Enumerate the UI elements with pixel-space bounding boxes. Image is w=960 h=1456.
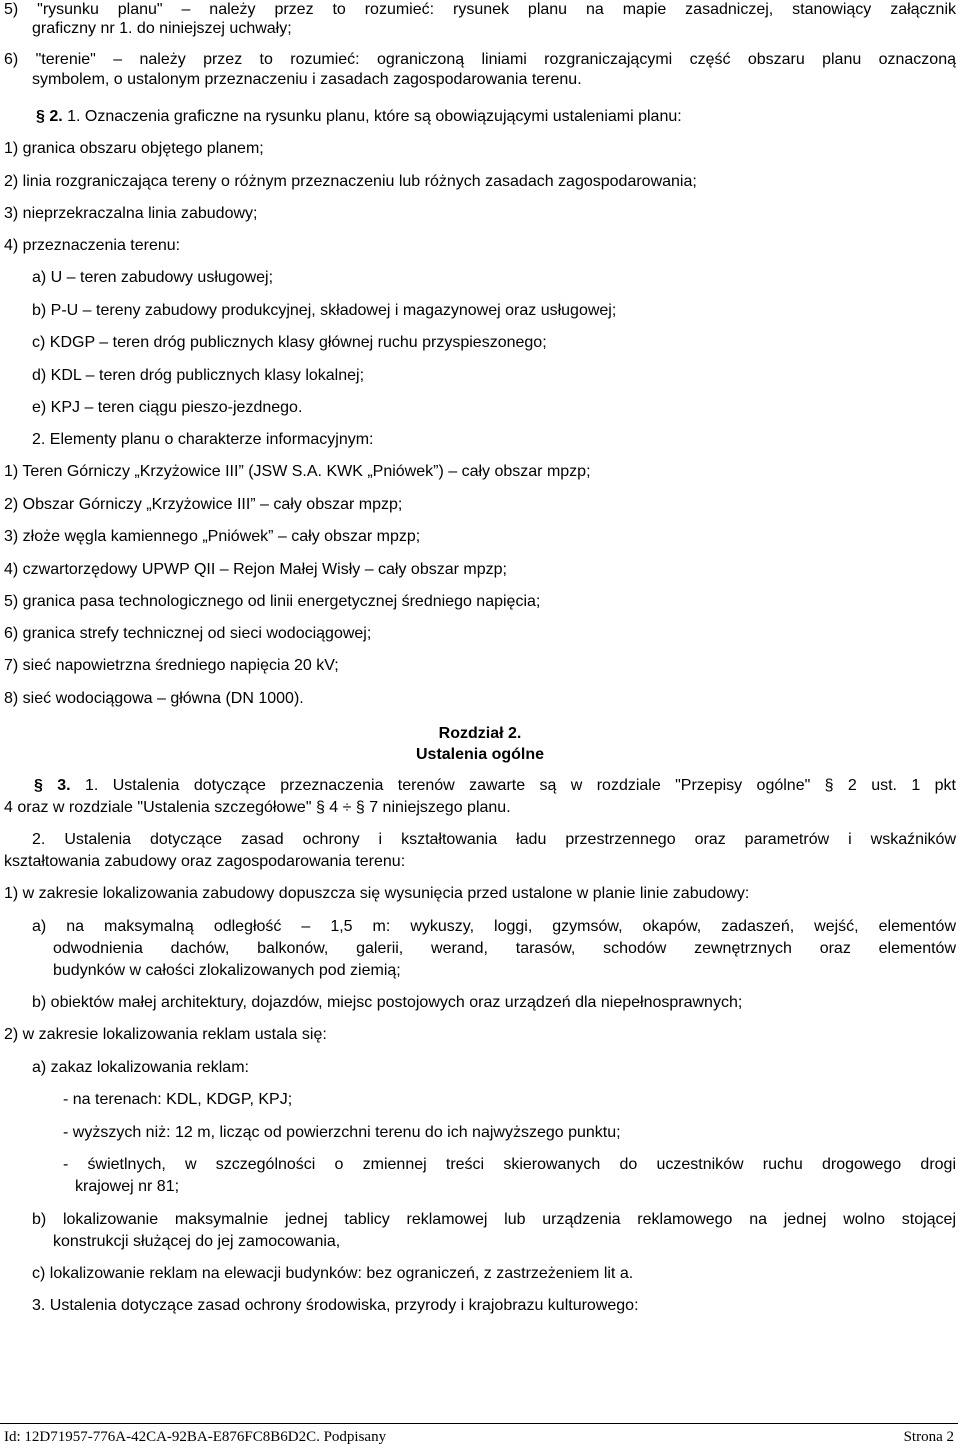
list-item: 4) przeznaczenia terenu: (4, 237, 181, 254)
list-item: 8) sieć wodociągowa – główna (DN 1000). (4, 690, 304, 707)
list-item: 1) w zakresie lokalizowania zabudowy dopuszcza się wysunięcia przed ustalone w planie linie zabudowy: (4, 885, 750, 902)
definition-6-line-2: symbolem, o ustalonym przeznaczeniu i zasadach zagospodarowania terenu. (32, 71, 582, 88)
list-item: 1) granica obszaru objętego planem; (4, 140, 264, 157)
footer-page-number: Strona 2 (903, 1429, 954, 1445)
list-item: - wyższych niż: 12 m, licząc od powierzchni terenu do ich najwyższego punktu; (63, 1124, 621, 1141)
list-item: c) KDGP – teren dróg publicznych klasy głównej ruchu przyspieszonego; (32, 334, 547, 351)
chapter-number: Rozdział 2. (438, 725, 522, 742)
list-item: a) U – teren zabudowy usługowej; (32, 269, 274, 286)
definition-5-line-2: graficzny nr 1. do niniejszej uchwały; (32, 20, 292, 37)
list-item-a-line-2: odwodnienia dachów, balkonów, galerii, werand, tarasów, schodów zewnętrznych oraz elementów (53, 940, 956, 957)
list-item: 2) w zakresie lokalizowania reklam ustala się: (4, 1026, 327, 1043)
list-item: c) lokalizowanie reklam na elewacji budynków: bez ograniczeń, z zastrzeżeniem lit a. (32, 1265, 634, 1282)
list-item-a-line-1: a) na maksymalną odległość – 1,5 m: wykuszy, loggi, gzymsów, okapów, zadaszeń, wejść, elementów (32, 918, 956, 935)
list-item: e) KPJ – teren ciągu pieszo-jezdnego. (32, 399, 303, 416)
paragraph-3-mark: § 3. (34, 777, 71, 794)
definition-6-line-1: 6) "terenie" – należy przez to rozumieć: ograniczoną liniami rozgraniczającymi część obszaru planu oznaczoną (4, 51, 956, 68)
list-item: 1) Teren Górniczy „Krzyżowice III” (JSW S.A. KWK „Pniówek”) – cały obszar mpzp; (4, 463, 591, 480)
paragraph-2-mark: § 2. (36, 108, 63, 125)
list-item-b-line-2: konstrukcji służącej do jej zamocowania, (53, 1233, 341, 1250)
list-item: 2) linia rozgraniczająca tereny o różnym przeznaczeniu lub różnych zasadach zagospodarowania; (4, 173, 697, 190)
paragraph-3-point-1-line-1 (34, 776, 956, 795)
paragraph-2-point-1-intro: 1. Oznaczenia graficzne na rysunku planu, które są obowiązującymi ustaleniami planu: (67, 108, 682, 125)
list-item: 5) granica pasa technologicznego od linii energetycznej średniego napięcia; (4, 593, 541, 610)
chapter-title: Ustalenia ogólne (415, 746, 545, 763)
list-item-b-line-1: b) lokalizowanie maksymalnie jednej tablicy reklamowej lub urządzenia reklamowego na jednej wolno stojącej (32, 1211, 956, 1228)
paragraph-3-point-1-text: 1. Ustalenia dotyczące przeznaczenia terenów zawarte są w rozdziale "Przepisy ogólne" § 2 ust. 1 pkt (85, 777, 957, 794)
list-item: 3) złoże węgla kamiennego „Pniówek” – cały obszar mpzp; (4, 528, 421, 545)
list-item: b) obiektów małej architektury, dojazdów, miejsc postojowych oraz urządzeń dla niepełnosprawnych; (32, 994, 743, 1011)
list-item: 3) nieprzekraczalna linia zabudowy; (4, 205, 258, 222)
paragraph-3-point-3: 3. Ustalenia dotyczące zasad ochrony środowiska, przyrody i krajobrazu kulturowego: (32, 1297, 639, 1314)
definition-5-line-1: 5) "rysunku planu" – należy przez to rozumieć: rysunek planu na mapie zasadniczej, stanowiący załącznik (4, 1, 956, 18)
list-item: b) P-U – tereny zabudowy produkcyjnej, składowej i magazynowej oraz usługowej; (32, 302, 617, 319)
paragraph-3-point-1-line-2: 4 oraz w rozdziale "Ustalenia szczegółowe" § 4 ÷ § 7 niniejszego planu. (4, 799, 511, 816)
list-item: d) KDL – teren dróg publicznych klasy lokalnej; (32, 367, 365, 384)
list-item-dash-3-line-1: - świetlnych, w szczególności o zmiennej treści skierowanych do uczestników ruchu drogowego drogi (63, 1156, 956, 1173)
paragraph-3-point-2-line-2: kształtowania zabudowy oraz zagospodarowania terenu: (4, 853, 406, 870)
list-item: 7) sieć napowietrzna średniego napięcia 20 kV; (4, 657, 339, 674)
list-item: - na terenach: KDL, KDGP, KPJ; (63, 1091, 293, 1108)
list-item: a) zakaz lokalizowania reklam: (32, 1059, 249, 1076)
list-item-a-line-3: budynków w całości zlokalizowanych pod ziemią; (53, 962, 401, 979)
paragraph-3-point-2-line-1: 2. Ustalenia dotyczące zasad ochrony i kształtowania ładu przestrzennego oraz parametrów i wskaźników (32, 831, 956, 848)
list-item-dash-3-line-2: krajowej nr 81; (75, 1178, 180, 1195)
paragraph-2-point-2-intro: 2. Elementy planu o charakterze informacyjnym: (32, 431, 374, 448)
footer-rule (0, 1423, 958, 1424)
footer-document-id: Id: 12D71957-776A-42CA-92BA-E876FC8B6D2C. Podpisany (4, 1429, 387, 1445)
paragraph-2-intro (36, 107, 682, 126)
list-item: 2) Obszar Górniczy „Krzyżowice III” – cały obszar mpzp; (4, 496, 403, 513)
list-item: 6) granica strefy technicznej od sieci wodociągowej; (4, 625, 372, 642)
list-item: 4) czwartorzędowy UPWP QII – Rejon Małej Wisły – cały obszar mpzp; (4, 561, 507, 578)
